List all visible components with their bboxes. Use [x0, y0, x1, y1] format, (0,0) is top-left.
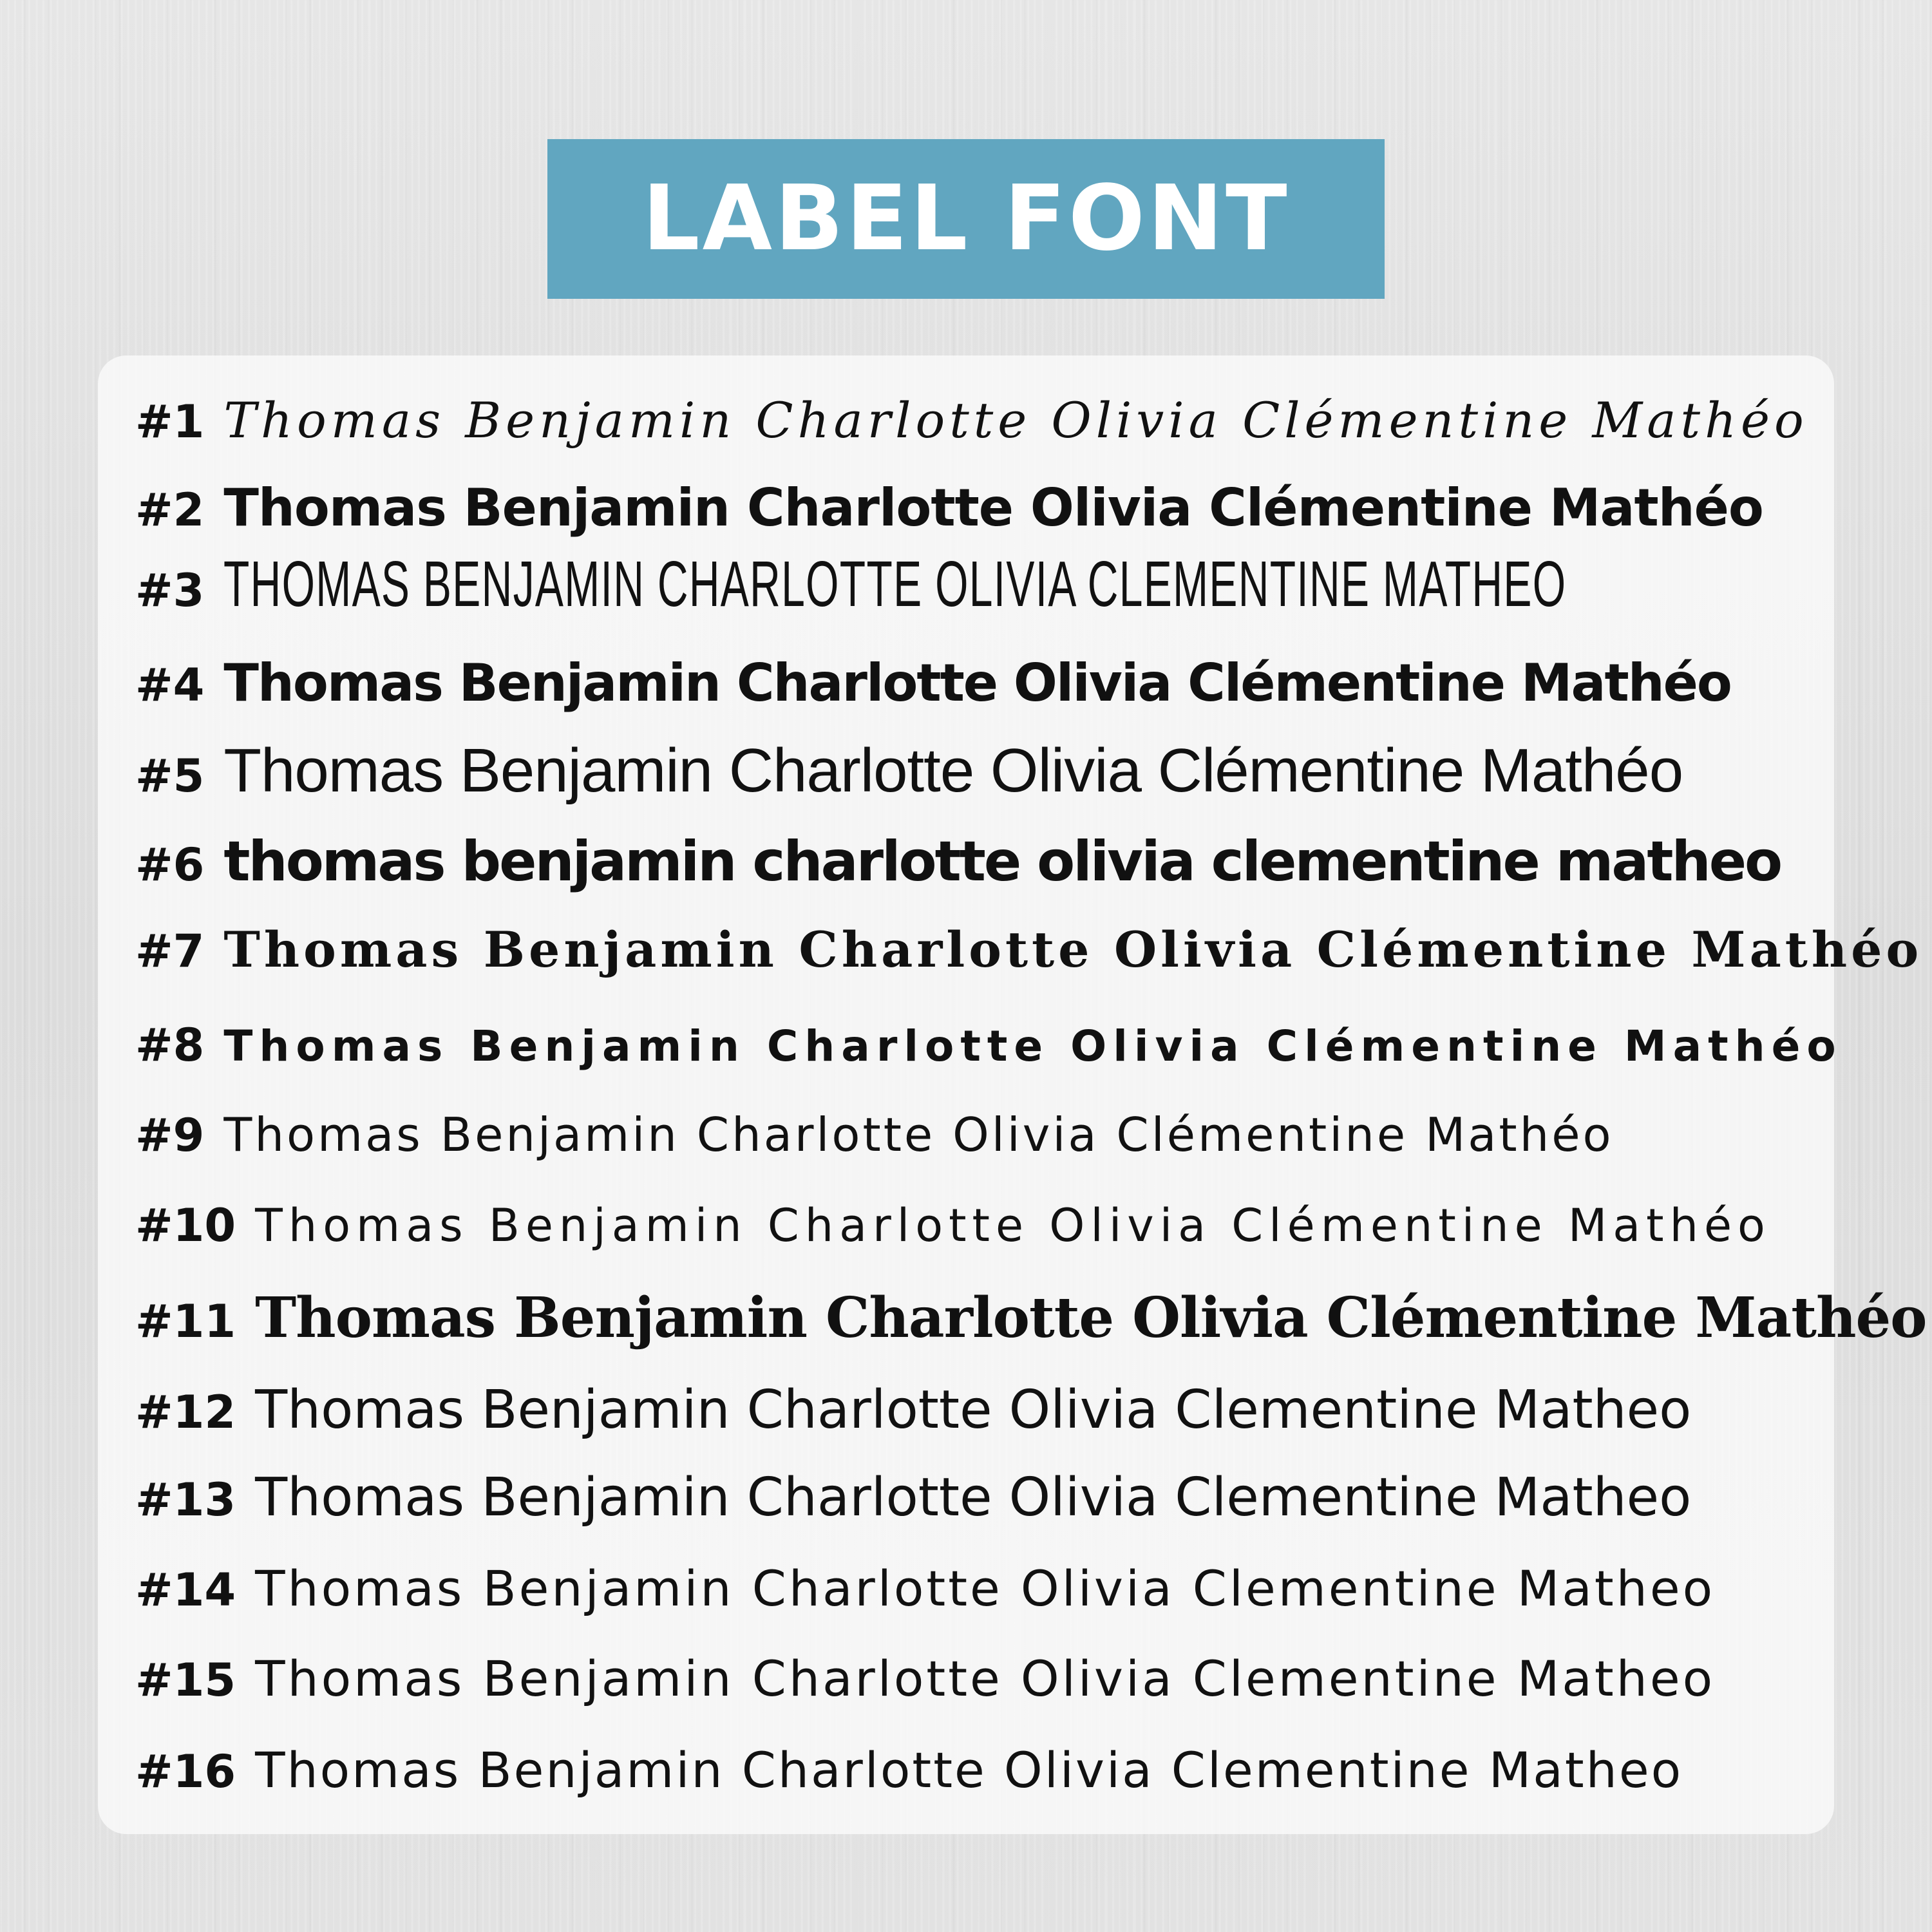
font-number: #15	[135, 1654, 236, 1707]
page-title: LABEL FONT	[642, 166, 1290, 271]
font-row-2	[135, 478, 1763, 538]
font-samples-panel	[98, 355, 1927, 1834]
font-number: #6	[135, 838, 205, 891]
font-number: #12	[135, 1386, 236, 1439]
font-sample: Thomas Benjamin Charlotte Olivia Clementine Matheo	[255, 1467, 1692, 1528]
font-sample: Thomas Benjamin Charlotte Olivia Clementine Matheo	[255, 1741, 1683, 1799]
font-sample: Thomas Benjamin Charlotte Olivia Clémentine Mathéo	[255, 1199, 1771, 1252]
font-number: #4	[135, 659, 205, 712]
font-number: #2	[135, 484, 205, 536]
font-row-15	[135, 1650, 1715, 1707]
title-banner	[547, 139, 1385, 299]
font-row-16	[135, 1741, 1683, 1799]
font-row-8	[135, 1019, 1842, 1072]
font-row-10	[135, 1199, 1771, 1252]
font-sample: Thomas Benjamin Charlotte Olivia Clementine Matheo	[255, 1650, 1716, 1707]
font-row-3	[135, 547, 1932, 621]
font-row-12	[135, 1379, 1691, 1441]
font-number: #13	[135, 1473, 236, 1526]
font-number: #5	[135, 750, 205, 802]
font-sample: Thomas Benjamin Charlotte Olivia Clémentine Mathéo	[223, 1108, 1614, 1162]
font-sample: THOMAS BENJAMIN CHARLOTTE OLIVIA CLEMENTINE MATHEO	[223, 548, 1567, 620]
font-number: #1	[135, 395, 205, 448]
font-sample: Thomas Benjamin Charlotte Olivia Clémentine Mathéo	[223, 921, 1923, 978]
font-sample: Thomas Benjamin Charlotte Olivia Clémentine Mathéo	[223, 478, 1763, 538]
font-row-14	[135, 1560, 1715, 1617]
font-sample: Thomas Benjamin Charlotte Olivia Clémentine Mathéo	[223, 736, 1683, 805]
font-number: #11	[135, 1295, 236, 1348]
font-sample: Thomas Benjamin Charlotte Olivia Clémentine Mathéo	[255, 1285, 1927, 1350]
font-number: #14	[135, 1564, 236, 1616]
font-row-9	[135, 1108, 1614, 1162]
font-row-6	[135, 829, 1781, 894]
font-sample: Thomas Benjamin Charlotte Olivia Clementine Matheo	[255, 1560, 1716, 1617]
font-row-5	[135, 735, 1683, 806]
font-sample: Thomas Benjamin Charlotte Olivia Clémentine Mathéo	[223, 653, 1731, 713]
font-row-1	[135, 392, 1808, 449]
font-number: #7	[135, 925, 205, 978]
font-row-13	[135, 1467, 1691, 1528]
font-row-4	[135, 653, 1731, 713]
font-sample: Thomas Benjamin Charlotte Olivia Clémentine Mathéo	[223, 392, 1808, 449]
font-number: #3	[135, 564, 205, 617]
font-row-11	[135, 1285, 1927, 1350]
font-number: #16	[135, 1745, 236, 1798]
font-number: #10	[135, 1199, 236, 1252]
font-row-7	[135, 921, 1922, 978]
font-sample: Thomas Benjamin Charlotte Olivia Clementine Matheo	[255, 1379, 1692, 1441]
font-sample: Thomas Benjamin Charlotte Olivia Clémentine Mathéo	[223, 1021, 1842, 1071]
font-number: #9	[135, 1109, 205, 1162]
font-number: #8	[135, 1019, 205, 1072]
font-sample: thomas benjamin charlotte olivia clementine matheo	[223, 829, 1781, 894]
